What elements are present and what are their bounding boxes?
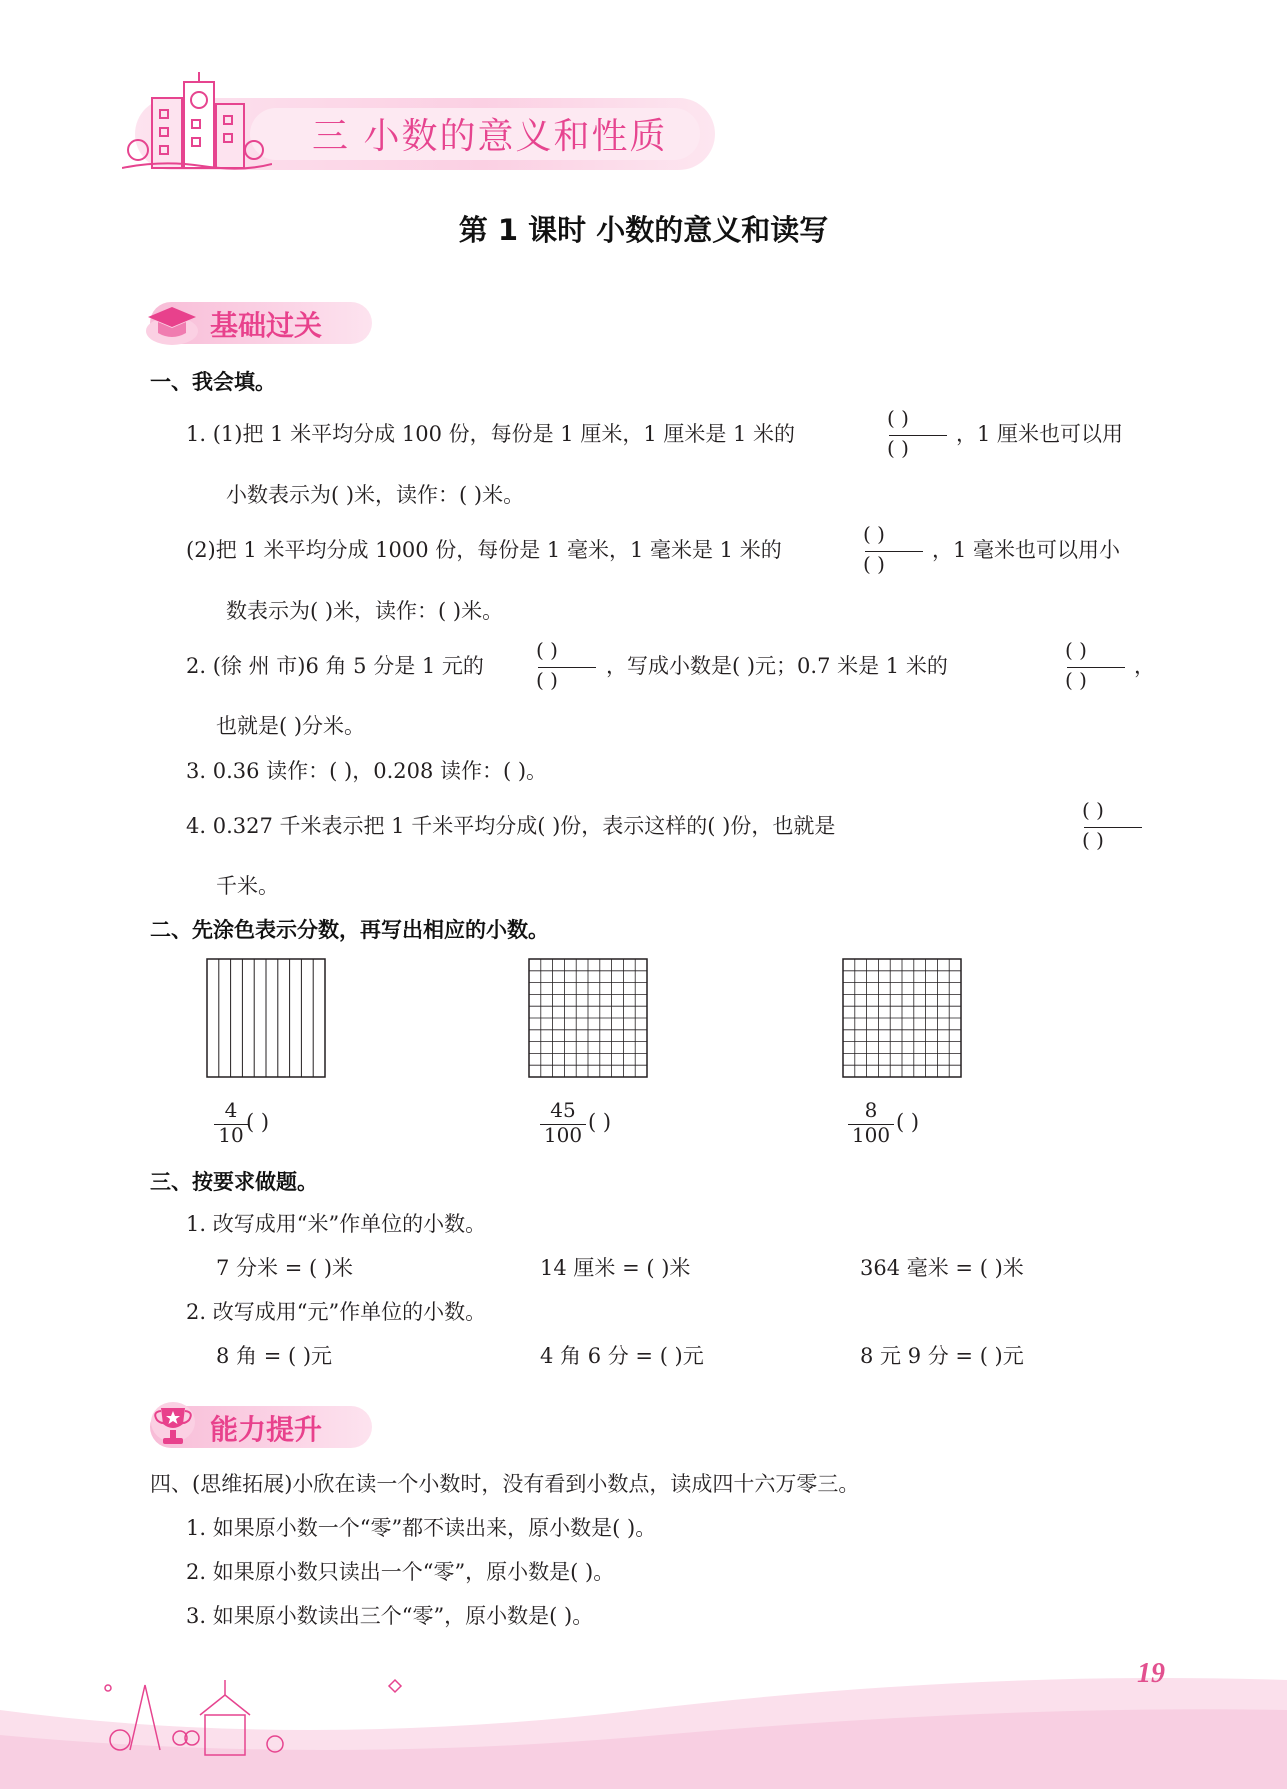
fraction-blank (1061, 640, 1131, 696)
p4-q1: 1. 如果原小数一个“零”都不读出来，原小数是( )。 (186, 1516, 657, 1540)
fraction-numerator-blank: ( ) (887, 406, 909, 430)
p4-q2: 2. 如果原小数只读出一个“零”，原小数是( )。 (186, 1560, 615, 1584)
footer-decoration (0, 1640, 1287, 1789)
fraction-numerator-blank: ( ) (1082, 798, 1104, 822)
p3-q2-item: 4 角 6 分 = ( )元 (540, 1344, 704, 1368)
square-grid-100-b[interactable] (842, 958, 964, 1080)
fraction-45-100 (540, 1098, 586, 1147)
q2-text-a: 2. (徐 州 市)6 角 5 分是 1 元的 (186, 654, 484, 678)
denominator: 100 (851, 1123, 891, 1147)
q1-2-text-b: ，1 毫米也可以用小 (932, 538, 1121, 562)
graduation-cap-icon (142, 297, 202, 349)
fraction-denominator-blank: ( ) (1065, 668, 1087, 692)
fraction-numerator-blank: ( ) (536, 638, 558, 662)
q1-1-text-c: 小数表示为( )米，读作：( )米。 (226, 483, 525, 507)
fraction-denominator-blank: ( ) (863, 552, 885, 576)
fraction-denominator-blank: ( ) (887, 436, 909, 460)
p3-q2: 2. 改写成用“元”作单位的小数。 (186, 1300, 487, 1324)
p3-q2-item: 8 角 = ( )元 (216, 1344, 333, 1368)
square-grid-100-a[interactable] (528, 958, 650, 1080)
p4-q3: 3. 如果原小数读出三个“零”，原小数是( )。 (186, 1604, 594, 1628)
part-four-heading: 四、(思维拓展)小欣在读一个小数时，没有看到小数点，读成四十六万零三。 (150, 1472, 860, 1496)
decimal-blank[interactable]: ( ) (896, 1110, 920, 1134)
unit-title: 三 小数的意义和性质 (312, 116, 668, 157)
p3-q1-item: 14 厘米 = ( )米 (540, 1256, 691, 1280)
denominator: 100 (543, 1123, 583, 1147)
fraction-denominator-blank: ( ) (1082, 828, 1104, 852)
strip-grid-10[interactable] (206, 958, 328, 1080)
fraction-numerator-blank: ( ) (1065, 638, 1087, 662)
trophy-icon (148, 1398, 198, 1454)
fraction-blank (1078, 800, 1148, 856)
section-label-basic: 基础过关 (210, 309, 323, 342)
numerator: 8 (864, 1098, 878, 1122)
numerator: 45 (550, 1098, 576, 1122)
numerator: 4 (224, 1098, 238, 1122)
q1-2-text-c: 数表示为( )米，读作：( )米。 (226, 599, 504, 623)
q3-text: 3. 0.36 读作：( )，0.208 读作：( )。 (186, 759, 548, 783)
lesson-title: 第 1 课时 小数的意义和读写 (458, 213, 829, 247)
part-two-heading: 二、先涂色表示分数，再写出相应的小数。 (150, 918, 549, 942)
decimal-blank[interactable]: ( ) (246, 1110, 270, 1134)
decimal-blank[interactable]: ( ) (588, 1110, 612, 1134)
fraction-blank (883, 408, 953, 464)
p3-q2-item: 8 元 9 分 = ( )元 (860, 1344, 1024, 1368)
fraction-blank (532, 640, 602, 696)
q4-text-a: 4. 0.327 千米表示把 1 千米平均分成( )份，表示这样的( )份，也就是 (186, 814, 836, 838)
q2-text-d: 也就是( )分米。 (216, 714, 366, 738)
q2-text-c: ， (1134, 654, 1155, 678)
section-label-advanced: 能力提升 (210, 1413, 323, 1446)
part-three-heading: 三、按要求做题。 (150, 1170, 318, 1194)
p3-q1: 1. 改写成用“米”作单位的小数。 (186, 1212, 487, 1236)
fraction-numerator-blank: ( ) (863, 522, 885, 546)
q1-1-text-b: ，1 厘米也可以用 (956, 422, 1124, 446)
q1-2-text-a: (2)把 1 米平均分成 1000 份，每份是 1 毫米，1 毫米是 1 米的 (186, 538, 782, 562)
q2-text-b: ，写成小数是( )元；0.7 米是 1 米的 (606, 654, 948, 678)
fraction-denominator-blank: ( ) (536, 668, 558, 692)
p3-q1-item: 364 毫米 = ( )米 (860, 1256, 1024, 1280)
fraction-8-100 (848, 1098, 894, 1147)
part-one-heading: 一、我会填。 (150, 370, 276, 394)
fraction-4-10 (214, 1098, 248, 1147)
denominator: 10 (218, 1123, 244, 1147)
q1-1-text-a: 1. (1)把 1 米平均分成 100 份，每份是 1 厘米，1 厘米是 1 米的 (186, 422, 796, 446)
q4-text-b: 千米。 (216, 874, 279, 898)
school-building-icon (122, 70, 272, 180)
page-number: 19 (1137, 1658, 1165, 1689)
fraction-blank (859, 524, 929, 580)
p3-q1-item: 7 分米 = ( )米 (216, 1256, 354, 1280)
